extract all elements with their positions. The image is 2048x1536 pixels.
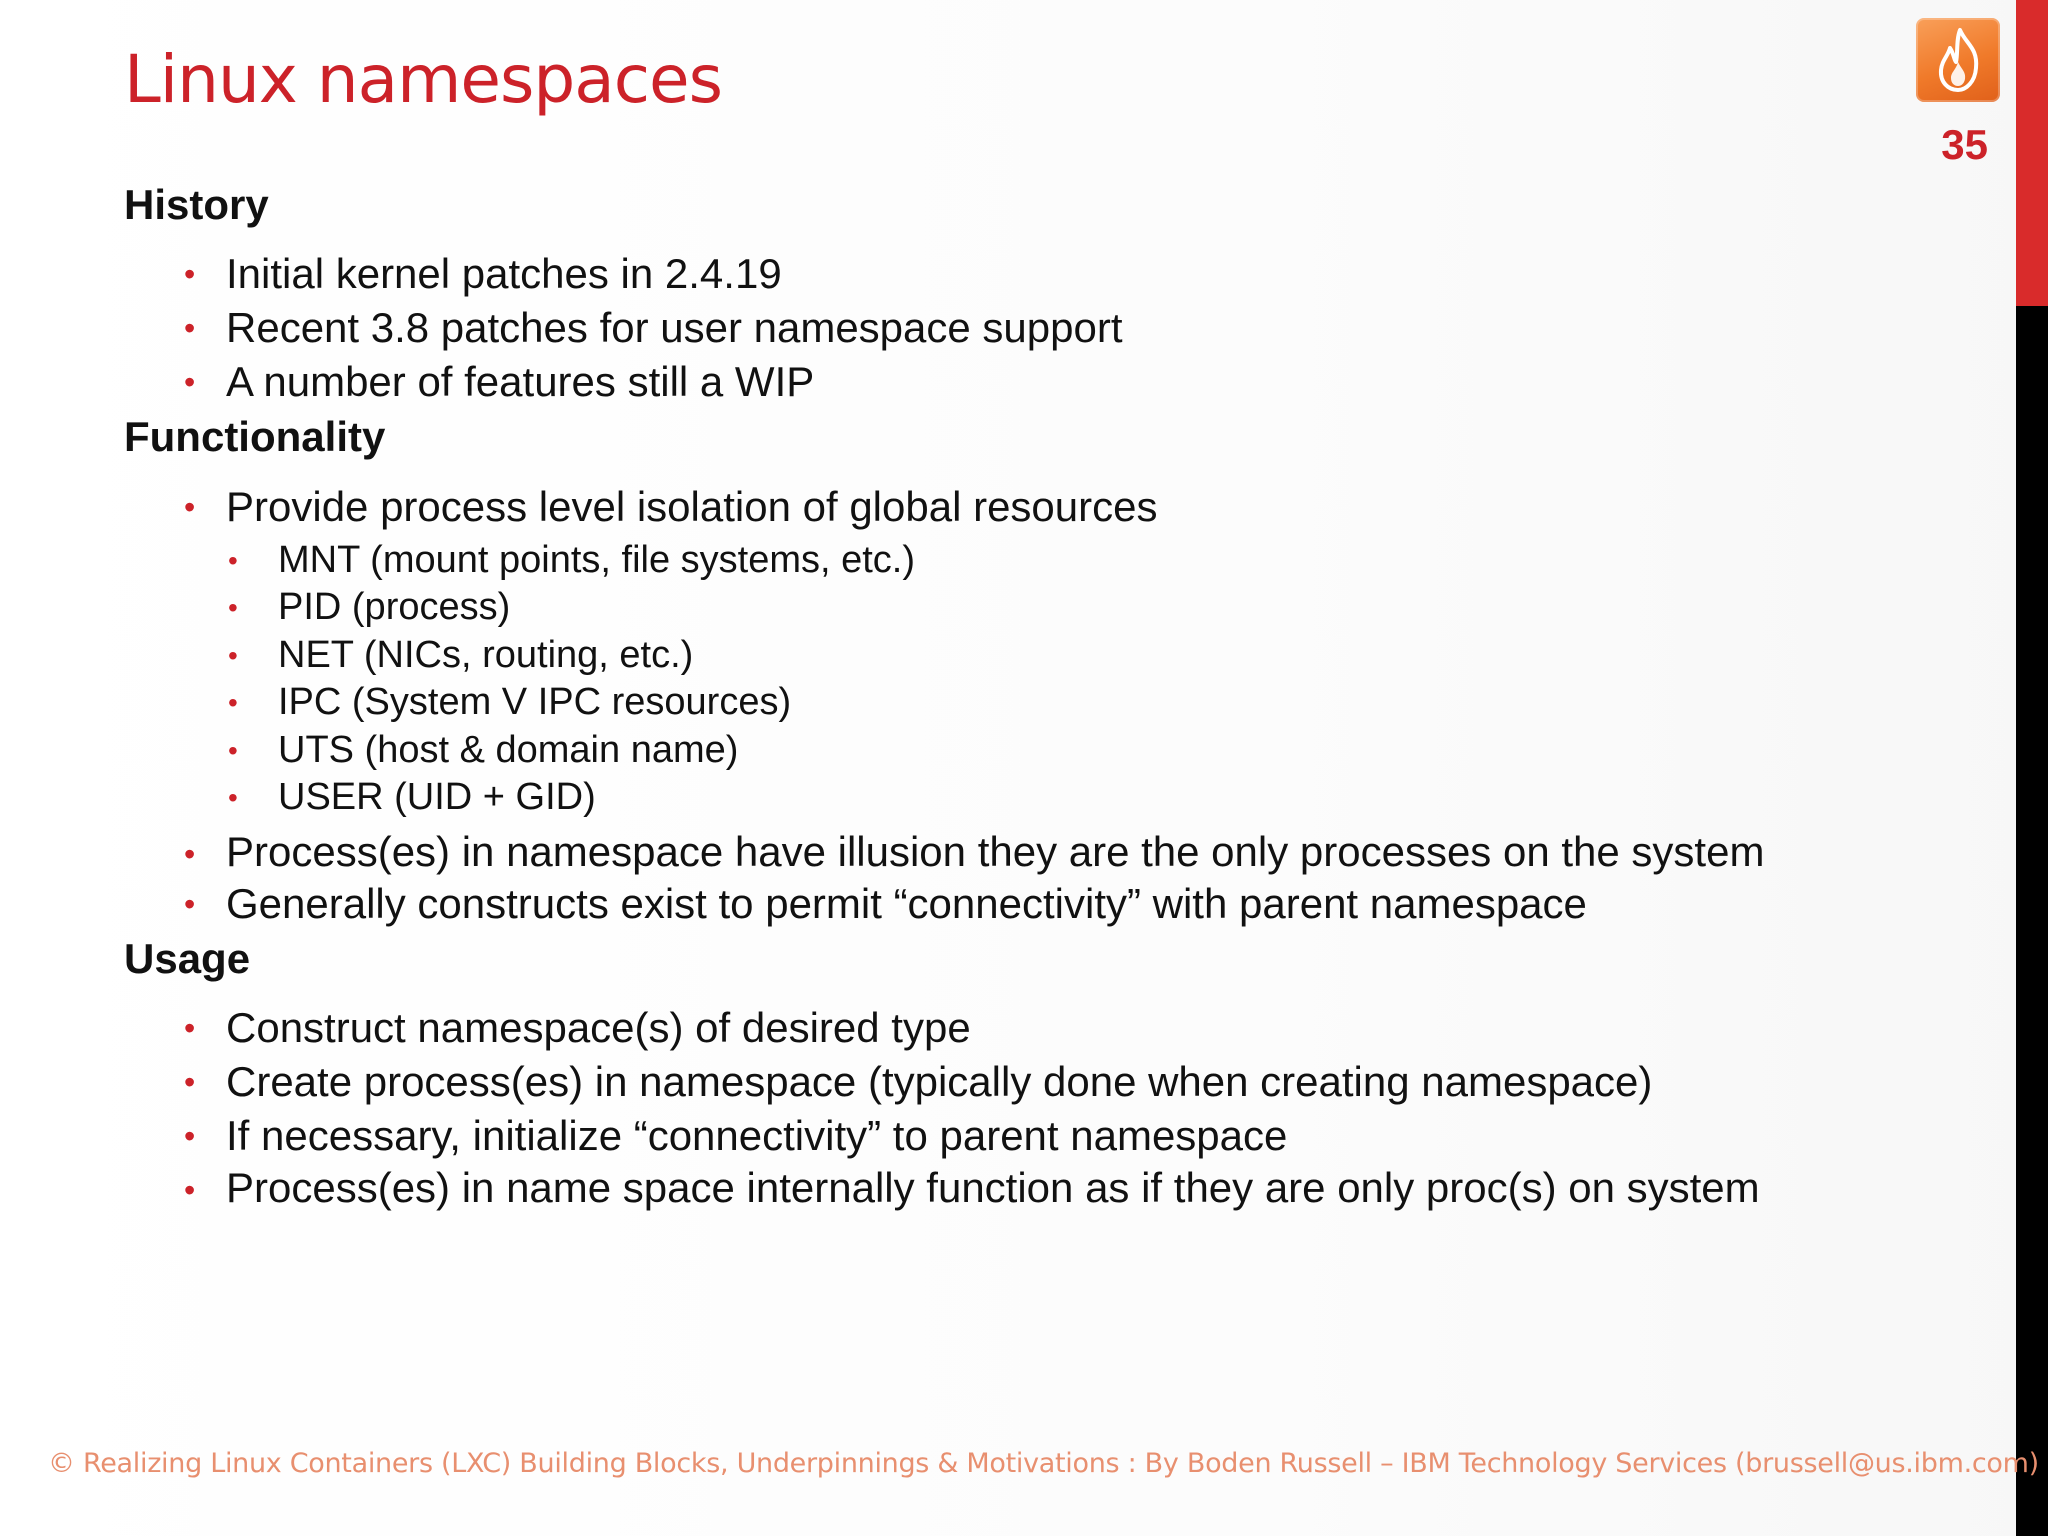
list-item: • Provide process level isolation of global resources	[184, 482, 1158, 530]
list-item: • Initial kernel patches in 2.4.19	[184, 250, 782, 298]
accent-bar-black	[2016, 306, 2048, 1536]
list-item: • USER (UID + GID)	[278, 774, 1984, 822]
accent-bar-red	[2016, 0, 2048, 306]
bullet-icon: •	[184, 488, 196, 525]
history-list	[124, 250, 1984, 406]
list-item: • A number of features still a WIP	[184, 358, 815, 406]
bullet-icon: •	[184, 310, 196, 347]
list-item: • Process(es) in name space internally function as if they are only proc(s) on system	[226, 1166, 1866, 1210]
bullet-icon: •	[184, 1172, 196, 1209]
flame-icon	[1916, 18, 2000, 102]
bullet-icon: •	[184, 1064, 196, 1101]
bullet-icon: •	[184, 1010, 196, 1047]
bullet-icon: •	[228, 734, 238, 766]
list-item: • Create process(es) in namespace (typically done when creating namespace)	[184, 1058, 1653, 1106]
list-item: • NET (NICs, routing, etc.)	[278, 632, 1984, 680]
bullet-icon: •	[228, 687, 238, 719]
bullet-icon: •	[228, 639, 238, 671]
list-item: • Recent 3.8 patches for user namespace support	[184, 304, 1123, 352]
list-item: • UTS (host & domain name)	[278, 727, 1984, 775]
list-item: • Construct namespace(s) of desired type	[184, 1004, 971, 1052]
list-item: • Process(es) in namespace have illusion they are the only processes on the system	[226, 830, 1866, 874]
functionality-list	[124, 483, 1984, 531]
bullet-icon: •	[228, 592, 238, 624]
namespace-types-list	[124, 537, 1984, 822]
bullet-icon: •	[228, 782, 238, 814]
slide-content	[124, 180, 1984, 1216]
list-item: • PID (process)	[278, 584, 1984, 632]
bullet-icon: •	[184, 835, 196, 872]
list-item: • IPC (System V IPC resources)	[278, 679, 1984, 727]
functionality-list-continued	[124, 827, 1984, 928]
list-item: • If necessary, initialize “connectivity” to parent namespace	[184, 1112, 1288, 1160]
page-number: 35	[1941, 121, 1988, 168]
section-heading-history: History	[124, 181, 269, 228]
bullet-icon: •	[184, 364, 196, 401]
section-heading-functionality: Functionality	[124, 413, 386, 461]
list-item: • Generally constructs exist to permit “connectivity” with parent namespace	[184, 879, 1587, 927]
bullet-icon: •	[228, 544, 238, 576]
slide-footer: © Realizing Linux Containers (LXC) Building Blocks, Underpinnings & Motivations : By Boden Russell – IBM Technology Services (brussell@us.ibm.com)	[48, 1448, 2039, 1479]
bullet-icon: •	[184, 885, 196, 922]
list-item: • MNT (mount points, file systems, etc.)	[278, 537, 1984, 585]
bullet-icon: •	[184, 1118, 196, 1155]
slide-title: Linux namespaces	[124, 41, 722, 118]
bullet-icon: •	[184, 256, 196, 293]
usage-list	[124, 1004, 1984, 1210]
section-heading-usage: Usage	[124, 934, 251, 982]
